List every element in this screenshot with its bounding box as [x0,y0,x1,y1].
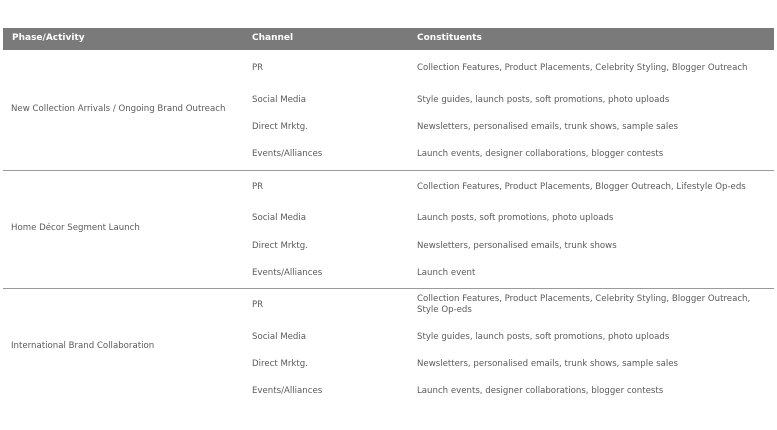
constituents-cell: Collection Features, Product Placements, Celebrity Styling, Blogger Outreach [417,63,748,73]
constituents-cell: Newsletters, personalised emails, trunk shows, sample sales [417,122,679,132]
constituents-cell: Collection Features, Product Placements, Celebrity Styling, Blogger Outreach, Style Op-eds [417,294,751,315]
constituents-cell: Launch event [417,268,476,278]
constituents-cell: Style guides, launch posts, soft promotions, photo uploads [417,332,670,342]
phase-cell: International Brand Collaboration [11,341,155,351]
channel-cell: Social Media [252,332,307,342]
row-divider [3,288,774,289]
channel-cell: Social Media [252,213,307,223]
channel-cell: PR [252,182,264,192]
channel-cell: Direct Mrktg. [252,241,308,251]
constituents-cell: Launch posts, soft promotions, photo uploads [417,213,614,223]
channel-cell: Direct Mrktg. [252,122,308,132]
header-channel: Channel [252,33,294,43]
constituents-cell: Collection Features, Product Placements, Blogger Outreach, Lifestyle Op-eds [417,182,746,192]
constituents-cell: Launch events, designer collaborations, blogger contests [417,149,664,159]
constituents-cell: Newsletters, personalised emails, trunk shows [417,241,617,251]
constituents-cell: Newsletters, personalised emails, trunk shows, sample sales [417,359,679,369]
channel-cell: Events/Alliances [252,386,323,396]
header-phase-activity: Phase/Activity [12,33,85,43]
phase-cell: Home Décor Segment Launch [11,223,140,233]
channel-cell: Direct Mrktg. [252,359,308,369]
header-constituents: Constituents [417,33,482,43]
channel-cell: Events/Alliances [252,268,323,278]
channel-cell: Social Media [252,95,307,105]
phase-cell: New Collection Arrivals / Ongoing Brand Outreach [11,104,226,114]
channel-cell: Events/Alliances [252,149,323,159]
table-header [3,28,774,50]
constituents-cell: Style guides, launch posts, soft promotions, photo uploads [417,95,670,105]
constituents-cell: Launch events, designer collaborations, blogger contests [417,386,664,396]
channel-cell: PR [252,300,264,310]
row-divider [3,170,774,171]
channel-cell: PR [252,63,264,73]
